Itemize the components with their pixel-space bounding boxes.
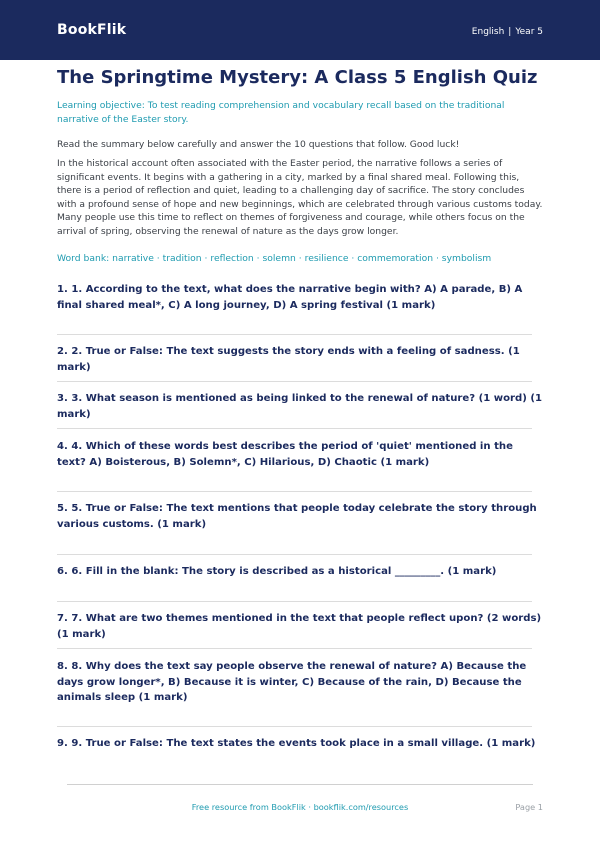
question-1: 1. 1. According to the text, what does the narrative begin with? A) A parade, B) A final shared meal*, C) A long journey, D) A spring festival (1 mark) — [57, 284, 523, 311]
question-9: 9. 9. True or False: The text states the events took place in a small village. (1 mark) — [57, 738, 536, 749]
summary-paragraph: In the historical account often associated with the Easter period, the narrative follows a series of significant events. It begins with a gathering in a city, marked by a final shared meal. Following this, there is a period of reflection and quiet, leading to a challenging day of sacrifice. The story concludes with a profound sense of hope and new beginnings, which are celebrated through various customs today. Many people use this time to reflect on themes of forgiveness and courage, while others focus on the arrival of spring, observing the renewal of nature as the days grow longer. — [57, 158, 543, 237]
year-label: Year 5 — [515, 27, 543, 37]
footer-link[interactable]: Free resource from BookFlik · bookflik.com/resources — [191, 802, 409, 812]
answer-line-6[interactable] — [57, 601, 532, 602]
answer-line-7[interactable] — [57, 648, 532, 649]
page-title: The Springtime Mystery: A Class 5 English Quiz — [57, 67, 538, 88]
header-separator: | — [508, 27, 512, 37]
question-2: 2. 2. True or False: The text suggests the story ends with a feeling of sadness. (1 mark) — [57, 346, 520, 373]
answer-line-2[interactable] — [57, 381, 532, 382]
learning-objective: Learning objective: To test reading comprehension and vocabulary recall based on the traditional narrative of the Easter story. — [57, 100, 505, 125]
answer-line-1[interactable] — [57, 334, 532, 335]
subject-label: English — [471, 27, 505, 37]
question-3: 3. 3. What season is mentioned as being linked to the renewal of nature? (1 word) (1 mark) — [57, 393, 542, 420]
question-8: 8. 8. Why does the text say people observe the renewal of nature? A) Because the days grow longer*, B) Because it is winter, C) Because of the rain, D) Because the animals sleep (1 mark) — [57, 661, 527, 703]
header-bar — [0, 0, 600, 60]
answer-line-8[interactable] — [57, 726, 532, 727]
footer-divider — [67, 784, 533, 785]
instructions: Read the summary below carefully and answer the 10 questions that follow. Good luck! — [57, 139, 460, 150]
question-4: 4. 4. Which of these words best describes the period of 'quiet' mentioned in the text? A) Boisterous, B) Solemn*, C) Hilarious, D) Chaotic (1 mark) — [57, 441, 513, 468]
brand-logo: BookFlik — [57, 22, 127, 38]
question-5: 5. 5. True or False: The text mentions that people today celebrate the story through various customs. (1 mark) — [57, 503, 537, 530]
answer-line-4[interactable] — [57, 491, 532, 492]
page-number: Page 1 — [515, 802, 543, 812]
word-bank: Word bank: narrative · tradition · reflection · solemn · resilience · commemoration · symbolism — [57, 253, 492, 264]
answer-line-5[interactable] — [57, 554, 532, 555]
answer-line-3[interactable] — [57, 428, 532, 429]
question-7: 7. 7. What are two themes mentioned in the text that people reflect upon? (2 words) (1 mark) — [57, 613, 542, 640]
header-meta — [472, 27, 543, 37]
question-6: 6. 6. Fill in the blank: The story is described as a historical _________. (1 mark) — [57, 566, 497, 577]
